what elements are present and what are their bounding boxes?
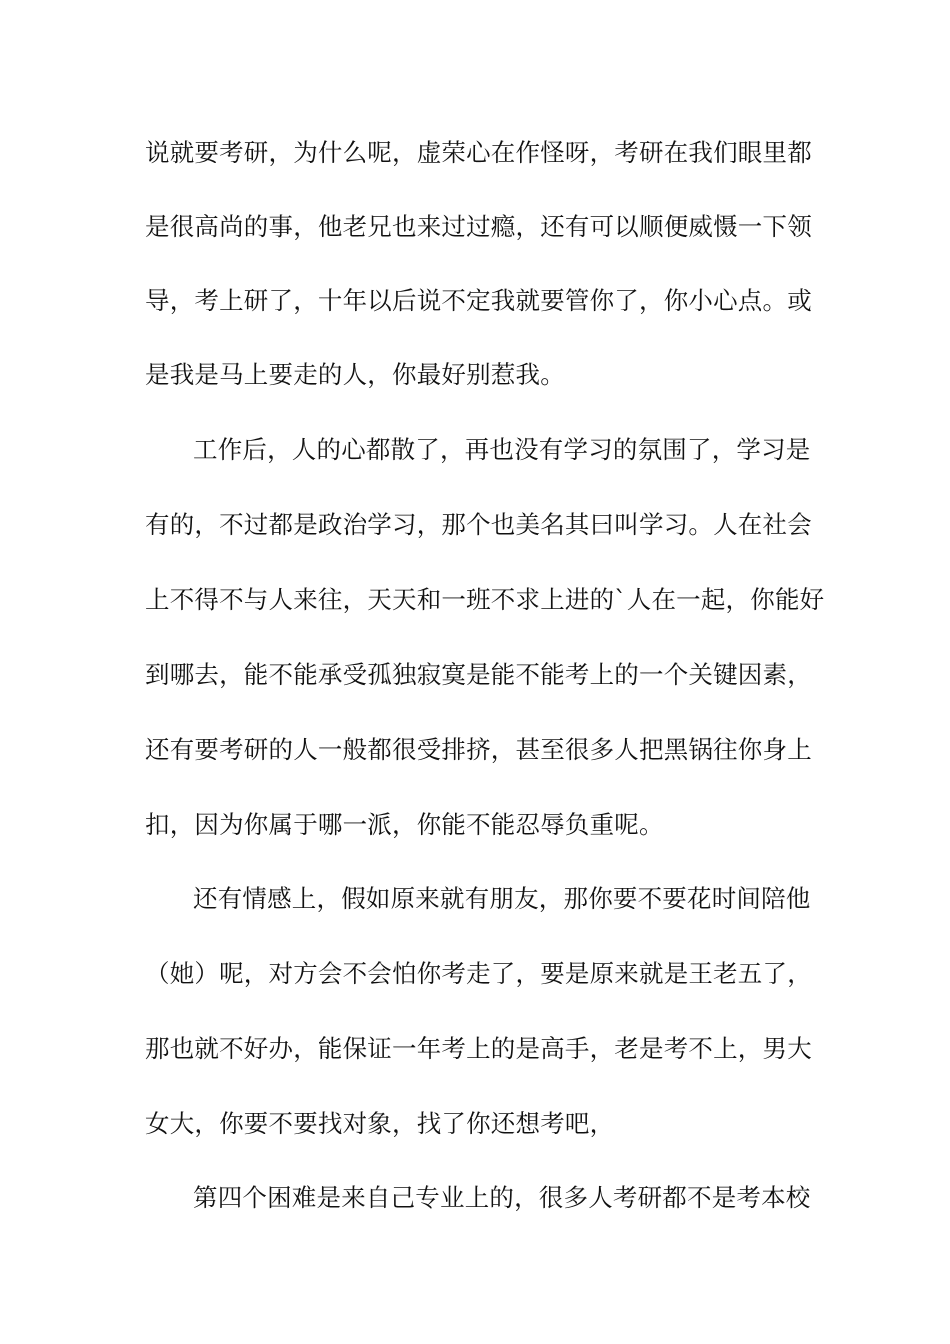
text-line: 有的，不过都是政治学习，那个也美名其曰叫学习。人在社会: [145, 510, 812, 539]
text-line: 是我是马上要走的人，你最好别惹我。: [145, 360, 565, 389]
text-line: 第四个困难是来自己专业上的，很多人考研都不是考本校: [193, 1183, 811, 1212]
text-line: 扣，因为你属于哪一派，你能不能忍辱负重呢。: [145, 810, 664, 839]
text-line: 女大，你要不要找对象，找了你还想考吧，: [145, 1109, 615, 1138]
text-line: 到哪去，能不能承受孤独寂寞是能不能考上的一个关键因素，: [145, 660, 812, 689]
text-line: 还有要考研的人一般都很受排挤，甚至很多人把黑锅往你身上: [145, 735, 812, 764]
text-line: 工作后，人的心都散了，再也没有学习的氛围了，学习是: [193, 435, 811, 464]
text-line: 上不得不与人来往，天天和一班不求上进的`人在一起，你能好: [145, 585, 825, 614]
text-line: 还有情感上，假如原来就有朋友，那你要不要花时间陪他: [193, 884, 811, 913]
text-line: 是很高尚的事，他老兄也来过过瘾，还有可以顺便威慑一下领: [145, 212, 812, 241]
text-line: 那也就不好办，能保证一年考上的是高手，老是考不上，男大: [145, 1034, 812, 1063]
text-line: （她）呢，对方会不会怕你考走了，要是原来就是王老五了，: [145, 959, 812, 988]
text-line: 说就要考研，为什么呢，虚荣心在作怪呀，考研在我们眼里都: [145, 138, 812, 167]
text-line: 导，考上研了，十年以后说不定我就要管你了，你小心点。或: [145, 286, 812, 315]
